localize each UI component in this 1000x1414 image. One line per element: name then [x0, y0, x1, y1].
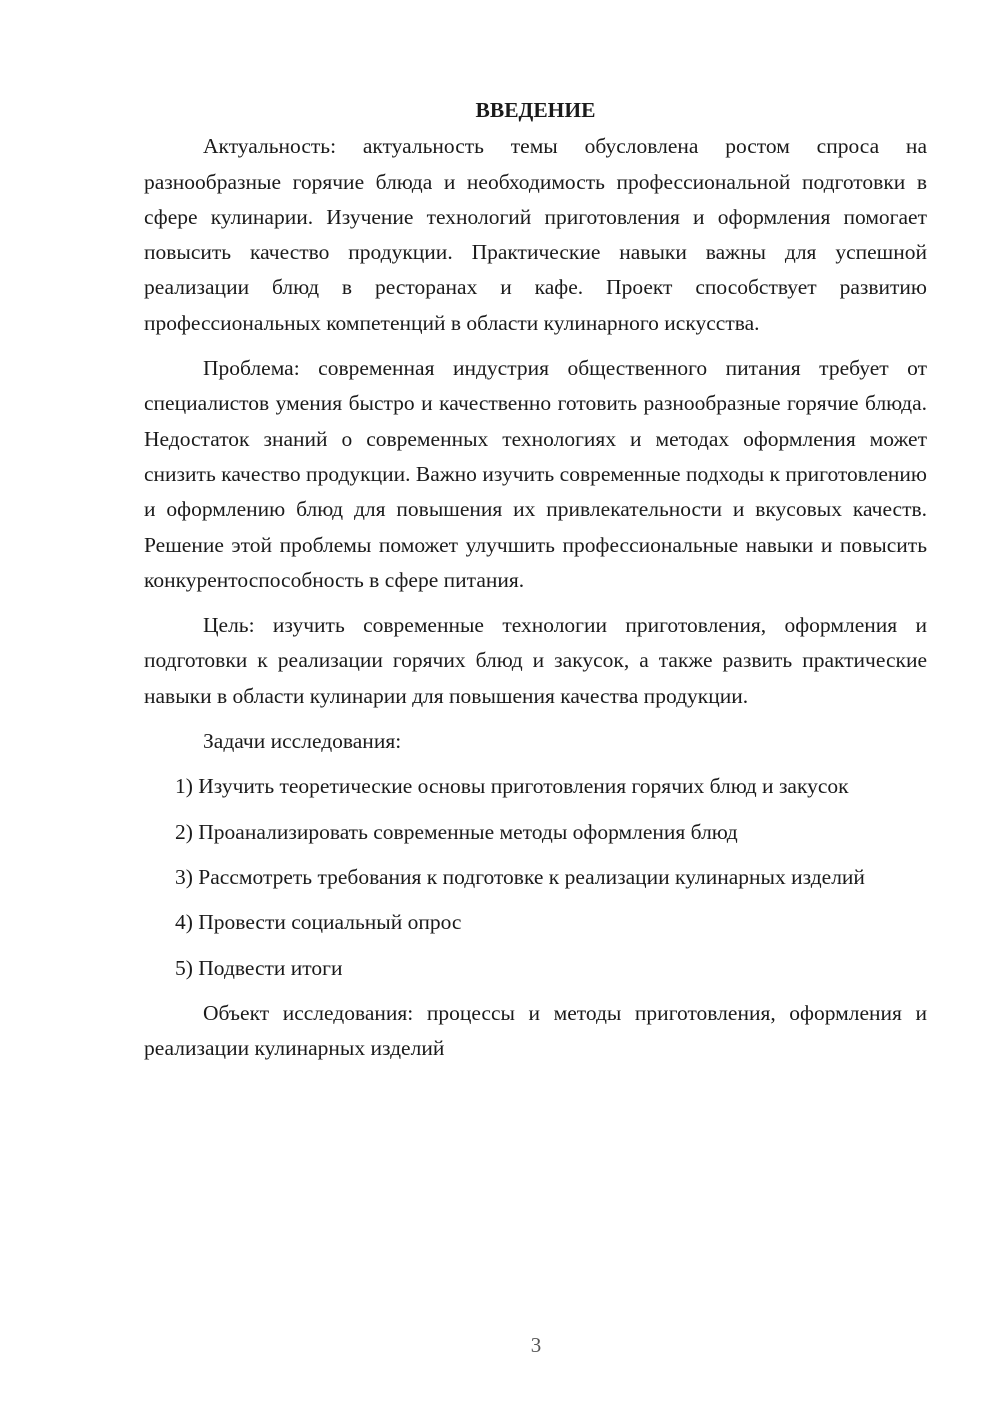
list-item: 2) Проанализировать современные методы оформления блюд	[175, 819, 738, 844]
list-item: 3) Рассмотреть требования к подготовке к реализации кулинарных изделий	[175, 864, 865, 889]
tasks-heading: Задачи исследования:	[203, 729, 402, 754]
tasks-list	[144, 769, 927, 985]
page-number: 3	[530, 1333, 542, 1357]
paragraph-object: Объект исследования: процессы и методы приготовления, оформления и реализации кулинарных изделий	[144, 1000, 927, 1061]
list-item: 5) Подвести итоги	[175, 955, 343, 980]
document-page	[144, 93, 927, 1066]
paragraph-goal: Цель: изучить современные технологии приготовления, оформления и подготовки к реализации горячих блюд и закусок, а также развить практические навыки в области кулинарии для повышения качества продукции.	[144, 613, 927, 708]
list-item: 1) Изучить теоретические основы приготовления горячих блюд и закусок	[175, 774, 849, 799]
paragraph-problem: Проблема: современная индустрия общественного питания требует от специалистов умения быстро и качественно готовить разнообразные горячие блюда. Недостаток знаний о современных технологиях и методах оформления может снизить качество продукции. Важно изучить современные подходы к приготовлению и оформлению блюд для повышения их привлекательности и вкусовых качеств. Решение этой проблемы поможет улучшить профессиональные навыки и повысить конкурентоспособность в сфере питания.	[144, 356, 927, 592]
list-item: 4) Провести социальный опрос	[175, 910, 462, 935]
paragraph-relevance: Актуальность: актуальность темы обусловлена ростом спроса на разнообразные горячие блюда и необходимость профессиональной подготовки в сфере кулинарии. Изучение технологий приготовления и оформления помогает повысить качество продукции. Практические навыки важны для успешной реализации блюд в ресторанах и кафе. Проект способствует развитию профессиональных компетенций в области кулинарного искусства.	[144, 134, 927, 335]
section-title: ВВЕДЕНИЕ	[475, 98, 596, 122]
